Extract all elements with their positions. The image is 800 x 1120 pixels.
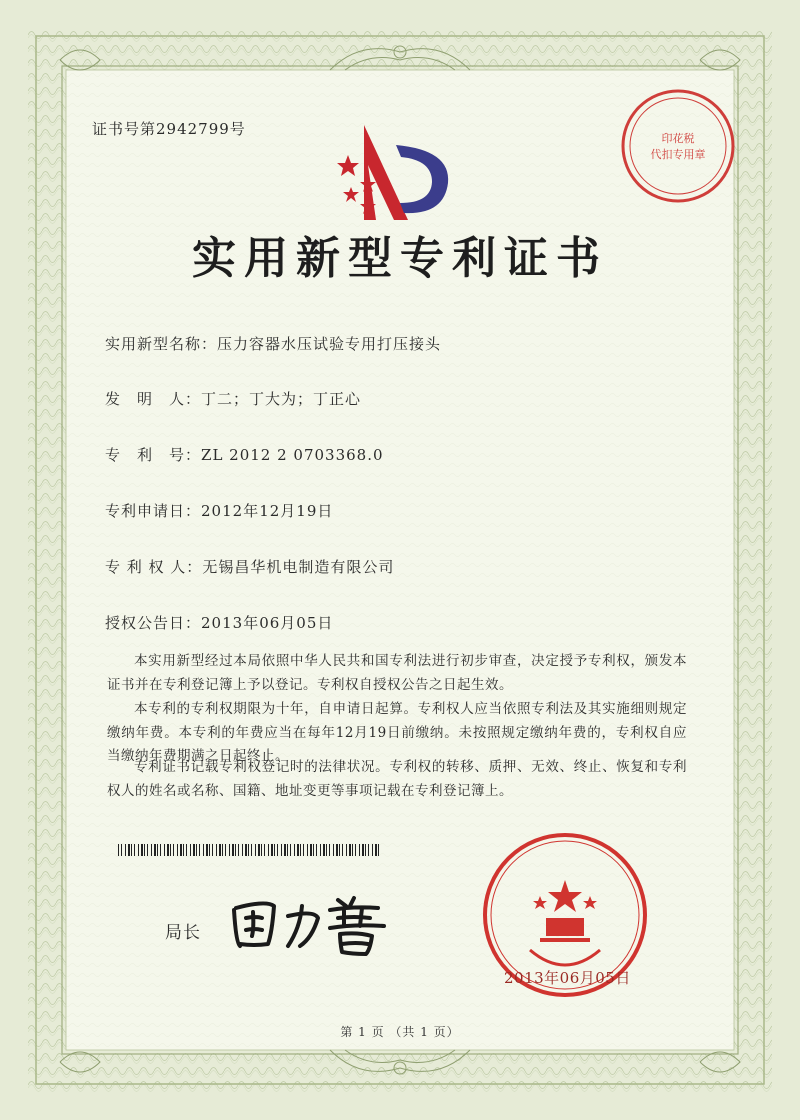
field-inventor: 发 明 人：丁二；丁大为；丁正心 xyxy=(105,390,362,408)
director-label: 局长 xyxy=(165,923,201,943)
body-paragraph-2: 本专利的专利权期限为十年，自申请日起算。专利权人应当依照专利法及其实施细则规定缴纳年费。本专利的年费应当在每年12月19日前缴纳。未按照规定缴纳年费的，专利权自应当缴纳年费期满之日起终止。 xyxy=(107,701,687,764)
barcode xyxy=(118,844,380,856)
seal-date: 2013年06月05日 xyxy=(504,969,631,987)
field-utility-model-name: 实用新型名称：压力容器水压试验专用打压接头 xyxy=(105,335,442,353)
page-footer: 第 1 页 （共 1 页） xyxy=(340,1025,460,1039)
patent-office-emblem-icon xyxy=(276,125,476,235)
field-application-date: 专利申请日：2012年12月19日 xyxy=(105,502,334,520)
field-patentee: 专 利 权 人：无锡昌华机电制造有限公司 xyxy=(105,558,395,576)
field-patent-number: 专 利 号：ZL 2012 2 0703368.0 xyxy=(105,446,384,464)
svg-text:印花税: 印花税 xyxy=(661,132,695,145)
tax-agency-stamp xyxy=(618,86,738,206)
svg-text:代扣专用章: 代扣专用章 xyxy=(650,148,706,161)
field-grant-announcement-date: 授权公告日：2013年06月05日 xyxy=(105,614,334,632)
director-signature xyxy=(226,888,396,958)
body-paragraph-3: 专利证书记载专利权登记时的法律状况。专利权的转移、质押、无效、终止、恢复和专利权人的姓名或名称、国籍、地址变更等事项记载在专利登记簿上。 xyxy=(107,759,687,799)
certificate-number: 证书号第2942799号 xyxy=(92,120,246,138)
page-title: 实用新型专利证书 xyxy=(192,233,608,284)
body-paragraph-1: 本实用新型经过本局依照中华人民共和国专利法进行初步审查，决定授予专利权，颁发本证书并在专利登记簿上予以登记。专利权自授权公告之日起生效。 xyxy=(107,653,687,693)
